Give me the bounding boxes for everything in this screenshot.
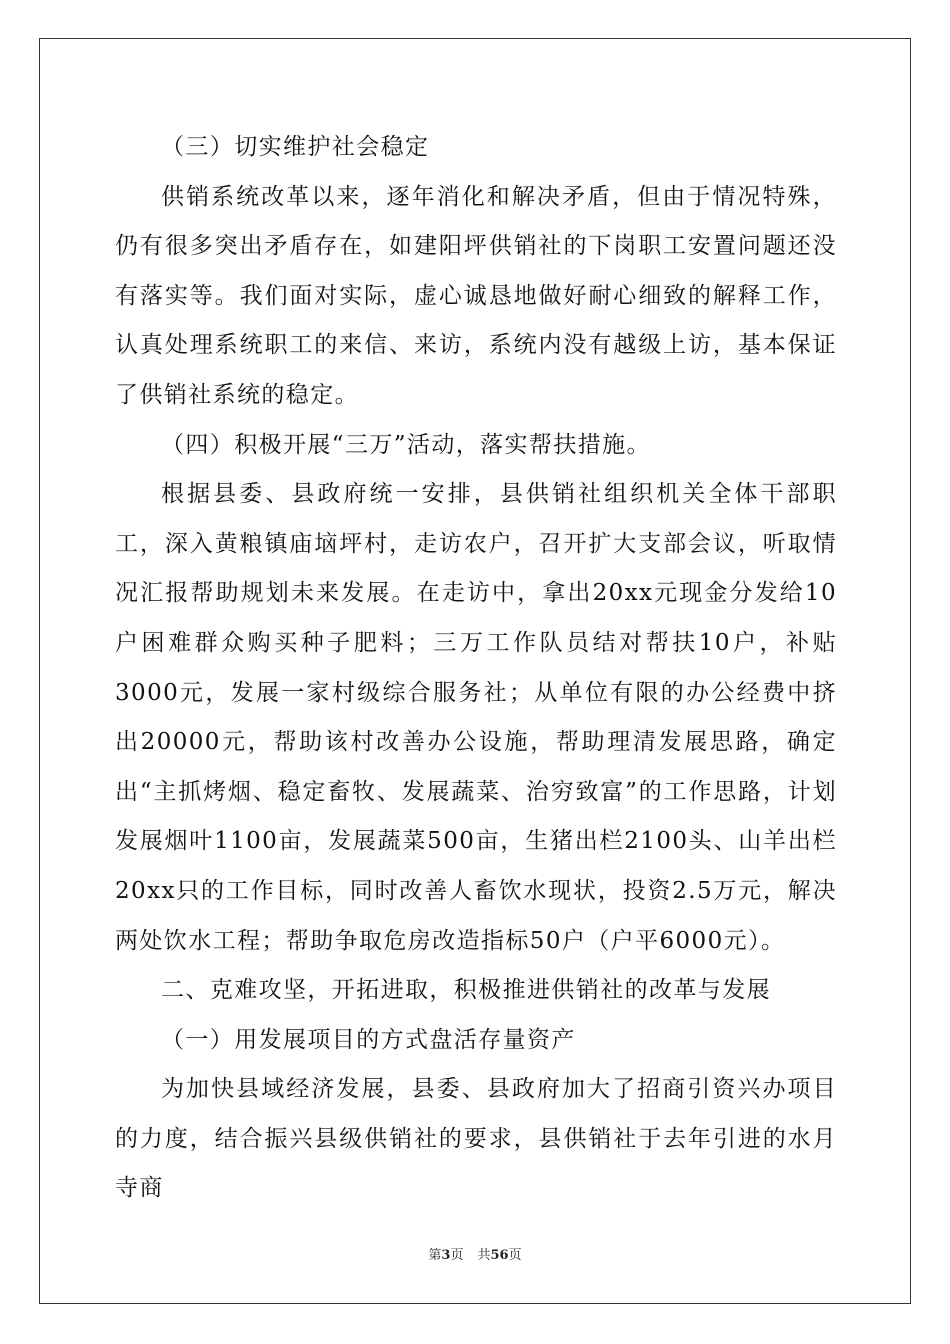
section-heading-1: （一）用发展项目的方式盘活存量资产 [161, 1026, 576, 1053]
page-suffix: 页 [450, 1248, 464, 1263]
total-prefix: 共 [477, 1248, 491, 1263]
body-paragraph: 供销系统改革以来，逐年消化和解决矛盾，但由于情况特殊，仍有很多突出矛盾存在，如建阳坪供销社的下岗职工安置问题还没有落实等。我们面对实际，虚心诚恳地做好耐心细致的解释工作，认真处理系统职工的来信、来访，系统内没有越级上访，基本保证了供销社系统的稳定。 [115, 183, 837, 408]
page-number: 3 [441, 1248, 451, 1263]
body-paragraph: 根据县委、县政府统一安排，县供销社组织机关全体干部职工，深入黄粮镇庙垴坪村，走访农户，召开扩大支部会议，听取情况汇报帮助规划未来发展。在走访中，拿出20xx元现金分发给10户困难群众购买种子肥料；三万工作队员结对帮扶10户，补贴3000元，发展一家村级综合服务社；从单位有限的办公经费中挤出20000元，帮助该村改善办公设施，帮助理清发展思路，确定出“主抓烤烟、稳定畜牧、发展蔬菜、治穷致富”的工作思路，计划发展烟叶1100亩，发展蔬菜500亩，生猪出栏2100头、山羊出栏20xx只的工作目标，同时改善人畜饮水现状，投资2.5万元，解决两处饮水工程；帮助争取危房改造指标50户（户平6000元）。 [115, 481, 837, 954]
section-heading-4: （四）积极开展“三万”活动，落实帮扶措施。 [161, 431, 651, 458]
chapter-heading-2: 二、克难攻坚，开拓进取，积极推进供销社的改革与发展 [161, 977, 771, 1004]
page-prefix: 第 [428, 1248, 442, 1263]
document-body [115, 123, 837, 1214]
total-pages: 56 [490, 1248, 509, 1263]
section-heading-3: （三）切实维护社会稳定 [161, 134, 430, 160]
body-paragraph: 为加快县域经济发展，县委、县政府加大了招商引资兴办项目的力度，结合振兴县级供销社的要求，县供销社于去年引进的水月寺商 [115, 1076, 837, 1202]
total-suffix: 页 [508, 1248, 522, 1263]
page-footer [0, 1248, 950, 1264]
